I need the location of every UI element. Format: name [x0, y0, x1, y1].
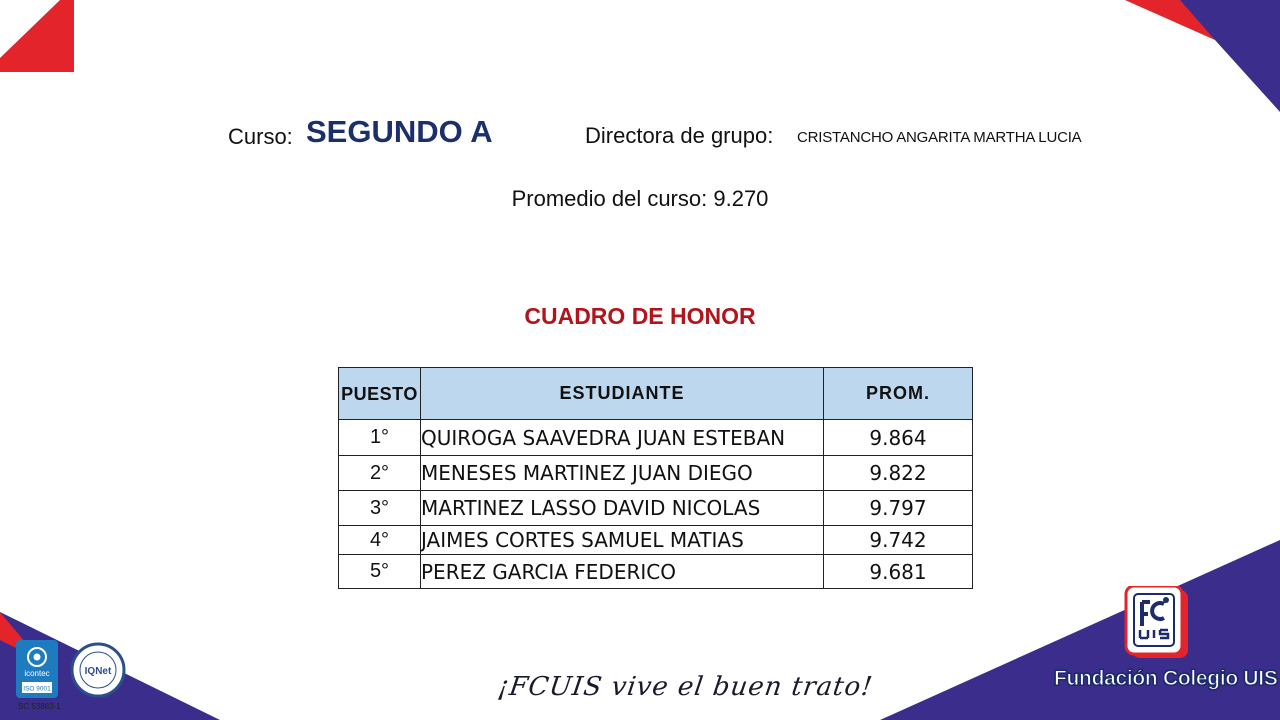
- cell-puesto: 5°: [339, 555, 421, 589]
- table-row: [339, 420, 973, 456]
- promedio-label: Promedio del curso:: [511, 186, 708, 211]
- cell-puesto: 2°: [339, 456, 421, 491]
- school-name: Fundación Colegio UIS: [1054, 667, 1278, 690]
- cell-prom: 9.797: [824, 491, 973, 526]
- cell-prom: 9.864: [824, 420, 973, 456]
- table-row: [339, 555, 973, 589]
- cell-estudiante: MARTINEZ LASSO DAVID NICOLAS: [421, 491, 824, 526]
- slogan: ¡FCUIS vive el buen trato!: [495, 672, 875, 702]
- cert-code: SC 53883-1: [18, 702, 61, 711]
- table-header-row: [339, 368, 973, 420]
- curso-label: Curso:: [228, 124, 293, 149]
- promedio-line: [0, 186, 1280, 212]
- iso-label: ISO 9001: [23, 685, 51, 693]
- honor-title: CUADRO DE HONOR: [524, 303, 756, 329]
- iqnet-label: IQNet: [84, 666, 112, 677]
- school-logo-icon: [1122, 586, 1194, 662]
- cell-prom: 9.681: [824, 555, 973, 589]
- cell-estudiante: JAIMES CORTES SAMUEL MATIAS: [421, 526, 824, 555]
- cell-puesto: 4°: [339, 526, 421, 555]
- table-row: [339, 456, 973, 491]
- column-header-puesto: PUESTO: [339, 368, 421, 420]
- promedio-value: 9.270: [713, 186, 769, 211]
- header-line: [0, 112, 1280, 152]
- curso-value: SEGUNDO A: [306, 114, 493, 149]
- table-row: [339, 491, 973, 526]
- directora-value: CRISTANCHO ANGARITA MARTHA LUCIA: [797, 129, 1082, 146]
- cell-estudiante: MENESES MARTINEZ JUAN DIEGO: [421, 456, 824, 491]
- column-header-prom: PROM.: [824, 368, 973, 420]
- cell-prom: 9.822: [824, 456, 973, 491]
- cell-estudiante: PEREZ GARCIA FEDERICO: [421, 555, 824, 589]
- cell-puesto: 1°: [339, 420, 421, 456]
- cell-puesto: 3°: [339, 491, 421, 526]
- table-row: [339, 526, 973, 555]
- honor-table: [338, 367, 973, 589]
- column-header-estudiante: ESTUDIANTE: [421, 368, 824, 420]
- cell-prom: 9.742: [824, 526, 973, 555]
- iqnet-badge-icon: [70, 642, 126, 698]
- directora-label: Directora de grupo:: [585, 123, 774, 148]
- cell-estudiante: QUIROGA SAAVEDRA JUAN ESTEBAN: [421, 420, 824, 456]
- icontec-badge-icon: [16, 640, 58, 700]
- icontec-label: icontec: [24, 669, 50, 678]
